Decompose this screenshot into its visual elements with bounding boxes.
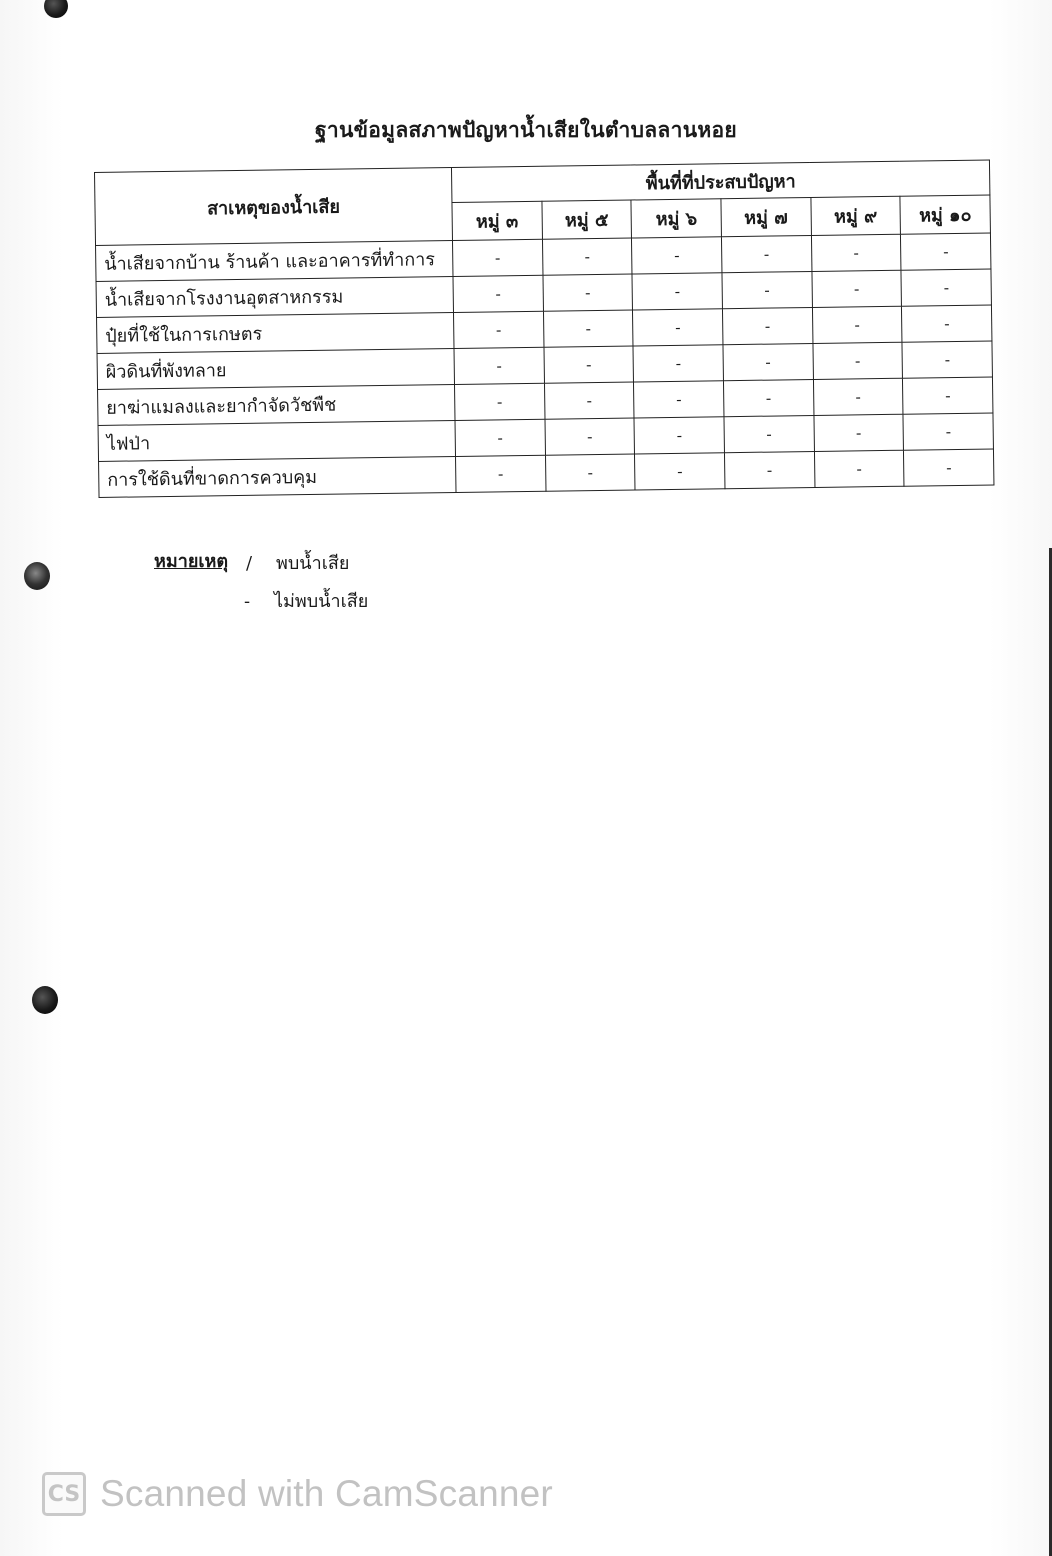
mark-cell: - <box>813 342 903 379</box>
document-title: ฐานข้อมูลสภาพปัญหาน้ำเสียในตำบลลานหอย <box>314 117 738 142</box>
mark-cell: - <box>814 414 904 451</box>
watermark-text: Scanned with CamScanner <box>100 1473 553 1514</box>
mark-cell: - <box>633 345 723 382</box>
cause-column-header: สาเหตุของน้ำเสีย <box>95 168 453 246</box>
mark-cell: - <box>632 237 722 274</box>
camscanner-logo-icon: CS <box>42 1472 86 1516</box>
mark-cell: - <box>901 233 991 270</box>
village-header: หมู่ ๕ <box>542 200 632 239</box>
legend-found-text: พบน้ำเสีย <box>276 553 350 574</box>
cause-cell: ไฟป่า <box>98 420 455 461</box>
legend-not-found-text: ไม่พบน้ำเสีย <box>274 591 369 612</box>
mark-cell: - <box>543 310 633 347</box>
mark-cell: - <box>723 379 813 416</box>
legend-note <box>154 546 250 575</box>
mark-cell: - <box>904 449 994 486</box>
legend-not-found-row <box>244 586 368 615</box>
mark-cell: - <box>542 238 632 275</box>
wastewater-table <box>94 159 994 497</box>
mark-cell: - <box>456 455 546 492</box>
cause-cell: น้ำเสียจากโรงงานอุตสาหกรรม <box>96 276 453 317</box>
mark-cell: - <box>545 418 635 455</box>
mark-cell: - <box>455 383 545 420</box>
cause-cell: การใช้ดินที่ขาดการควบคุม <box>99 456 456 497</box>
mark-cell: - <box>814 450 904 487</box>
cause-cell: ผิวดินที่พังทลาย <box>97 348 454 389</box>
wastewater-table-container <box>94 159 994 497</box>
mark-cell: - <box>635 453 725 490</box>
mark-cell: - <box>812 270 902 307</box>
mark-cell: - <box>723 343 813 380</box>
mark-cell: - <box>452 239 542 276</box>
mark-cell: - <box>813 378 903 415</box>
mark-cell: - <box>544 346 634 383</box>
village-header: หมู่ ๙ <box>811 197 901 236</box>
mark-cell: - <box>454 347 544 384</box>
mark-cell: - <box>453 311 543 348</box>
legend-label: หมายเหตุ <box>154 551 229 572</box>
village-header: หมู่ ๑๐ <box>900 195 990 234</box>
mark-cell: - <box>722 307 812 344</box>
mark-cell: - <box>721 235 811 272</box>
mark-cell: - <box>724 415 814 452</box>
area-column-header: พื้นที่ที่ประสบปัญหา <box>451 160 989 203</box>
village-header: หมู่ ๗ <box>721 198 811 237</box>
mark-cell: - <box>455 419 545 456</box>
cause-cell: ยาฆ่าแมลงและยากำจัดวัชพืช <box>98 384 455 425</box>
mark-cell: - <box>543 274 633 311</box>
village-header: หมู่ ๖ <box>631 199 721 238</box>
punch-hole-middle <box>24 562 50 590</box>
mark-cell: - <box>632 273 722 310</box>
camscanner-watermark <box>42 1472 553 1516</box>
mark-cell: - <box>722 271 812 308</box>
mark-cell: - <box>724 451 814 488</box>
punch-hole-bottom <box>32 986 58 1014</box>
mark-cell: - <box>902 341 992 378</box>
mark-cell: - <box>902 305 992 342</box>
mark-cell: - <box>545 454 635 491</box>
mark-cell: - <box>903 377 993 414</box>
legend-not-found-symbol: - <box>244 591 251 612</box>
legend-found-row <box>246 548 349 577</box>
mark-cell: - <box>901 269 991 306</box>
mark-cell: - <box>812 306 902 343</box>
mark-cell: - <box>453 275 543 312</box>
cause-cell: ปุ๋ยที่ใช้ในการเกษตร <box>97 312 454 353</box>
mark-cell: - <box>811 234 901 271</box>
village-header: หมู่ ๓ <box>452 202 542 241</box>
mark-cell: - <box>544 382 634 419</box>
legend-found-symbol: / <box>246 553 253 574</box>
mark-cell: - <box>633 309 723 346</box>
mark-cell: - <box>903 413 993 450</box>
cause-cell: น้ำเสียจากบ้าน ร้านค้า และอาคารที่ทำการ <box>96 241 453 282</box>
mark-cell: - <box>634 417 724 454</box>
mark-cell: - <box>634 381 724 418</box>
